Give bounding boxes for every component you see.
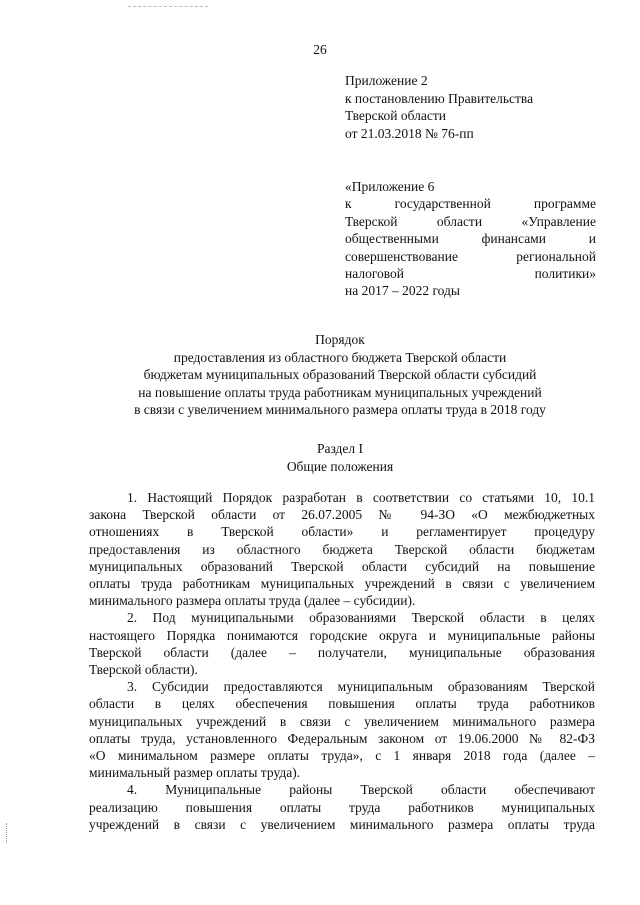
title-line: на повышение оплаты труда работникам муниципальных учреждений — [138, 384, 542, 400]
paragraph-line: муниципальных образований Тверской области субсидий на повышение — [89, 558, 595, 574]
section-name: Общие положения — [286, 458, 394, 474]
paragraph-line: оплаты труда, установленного Федеральным законом от 19.06.2000 № 82-ФЗ — [89, 730, 595, 746]
appendix-line: к постановлению Правительства — [345, 90, 534, 106]
paragraph-line: Тверской области). — [89, 662, 198, 678]
appendix-line: Тверской области — [345, 108, 446, 123]
appendix6-line: на 2017 – 2022 годы — [345, 283, 460, 299]
paragraph-line: реализацию повышения оплаты труда работников муниципальных — [89, 799, 595, 815]
paragraph-line: «О минимальном размере оплаты труда», с 1 января 2018 года (далее – — [89, 748, 595, 764]
section-heading — [40, 440, 640, 475]
title-line: предоставления из областного бюджета Тверской области — [173, 349, 507, 365]
appendix-header — [345, 72, 600, 142]
title-line: бюджетам муниципальных образований Тверской области субсидий — [143, 367, 537, 382]
section-number: Раздел I — [316, 441, 364, 456]
appendix6-line: к государственной программе — [345, 196, 596, 212]
appendix6-line: общественными финансами и — [345, 231, 596, 247]
paragraph-line: предоставления из областного бюджета Тверской области бюджетам — [89, 541, 595, 557]
paragraph-line: закона Тверской области от 26.07.2005 № 94-ЗО «О межбюджетных — [89, 507, 595, 523]
margin-artifact — [6, 823, 8, 843]
page-number: 26 — [313, 42, 327, 57]
paragraph-line: Тверской области (далее – получатели, муниципальные образования — [89, 644, 595, 660]
paragraph-line: отношениях в Тверской области» и регламентирует процедуру — [89, 524, 595, 540]
document-title — [40, 331, 640, 419]
paragraph-line: оплаты труда работникам муниципальных учреждений в связи с увеличением — [89, 576, 595, 592]
scan-artifact — [128, 6, 208, 8]
paragraph-line: области в целях обеспечения повышения оплаты труда работников — [89, 696, 595, 712]
appendix-line: Приложение 2 — [345, 73, 428, 88]
paragraph-line: муниципальных учреждений в связи с увеличением минимального размера — [89, 713, 595, 729]
title-heading: Порядок — [315, 332, 365, 347]
title-line: в связи с увеличением минимального размера оплаты труда в 2018 году — [134, 402, 546, 417]
paragraph-line: минимальный размер оплаты труда). — [89, 765, 301, 781]
appendix6-line: Тверской области «Управление — [345, 213, 596, 229]
appendix-6-block — [345, 178, 596, 300]
appendix6-line: налоговой политики» — [345, 266, 596, 282]
appendix6-line: совершенствование региональной — [345, 248, 596, 264]
body-text — [89, 489, 595, 833]
paragraph-line: минимального размера оплаты труда (далее – субсидии). — [89, 593, 416, 609]
appendix6-line: «Приложение 6 — [345, 179, 435, 194]
paragraph-line: 4. Муниципальные районы Тверской области обеспечивают — [127, 782, 595, 798]
paragraph-line: учреждений в связи с увеличением минимального размера оплаты труда — [89, 816, 595, 832]
appendix-line: от 21.03.2018 № 76-пп — [345, 125, 474, 141]
paragraph-line: 3. Субсидии предоставляются муниципальным образованиям Тверской — [127, 679, 595, 695]
paragraph-line: 1. Настоящий Порядок разработан в соответствии со статьями 10, 10.1 — [127, 490, 595, 505]
paragraph-line: настоящего Порядка понимаются городские округа и муниципальные районы — [89, 627, 595, 643]
paragraph-line: 2. Под муниципальными образованиями Тверской области в целях — [127, 610, 595, 626]
